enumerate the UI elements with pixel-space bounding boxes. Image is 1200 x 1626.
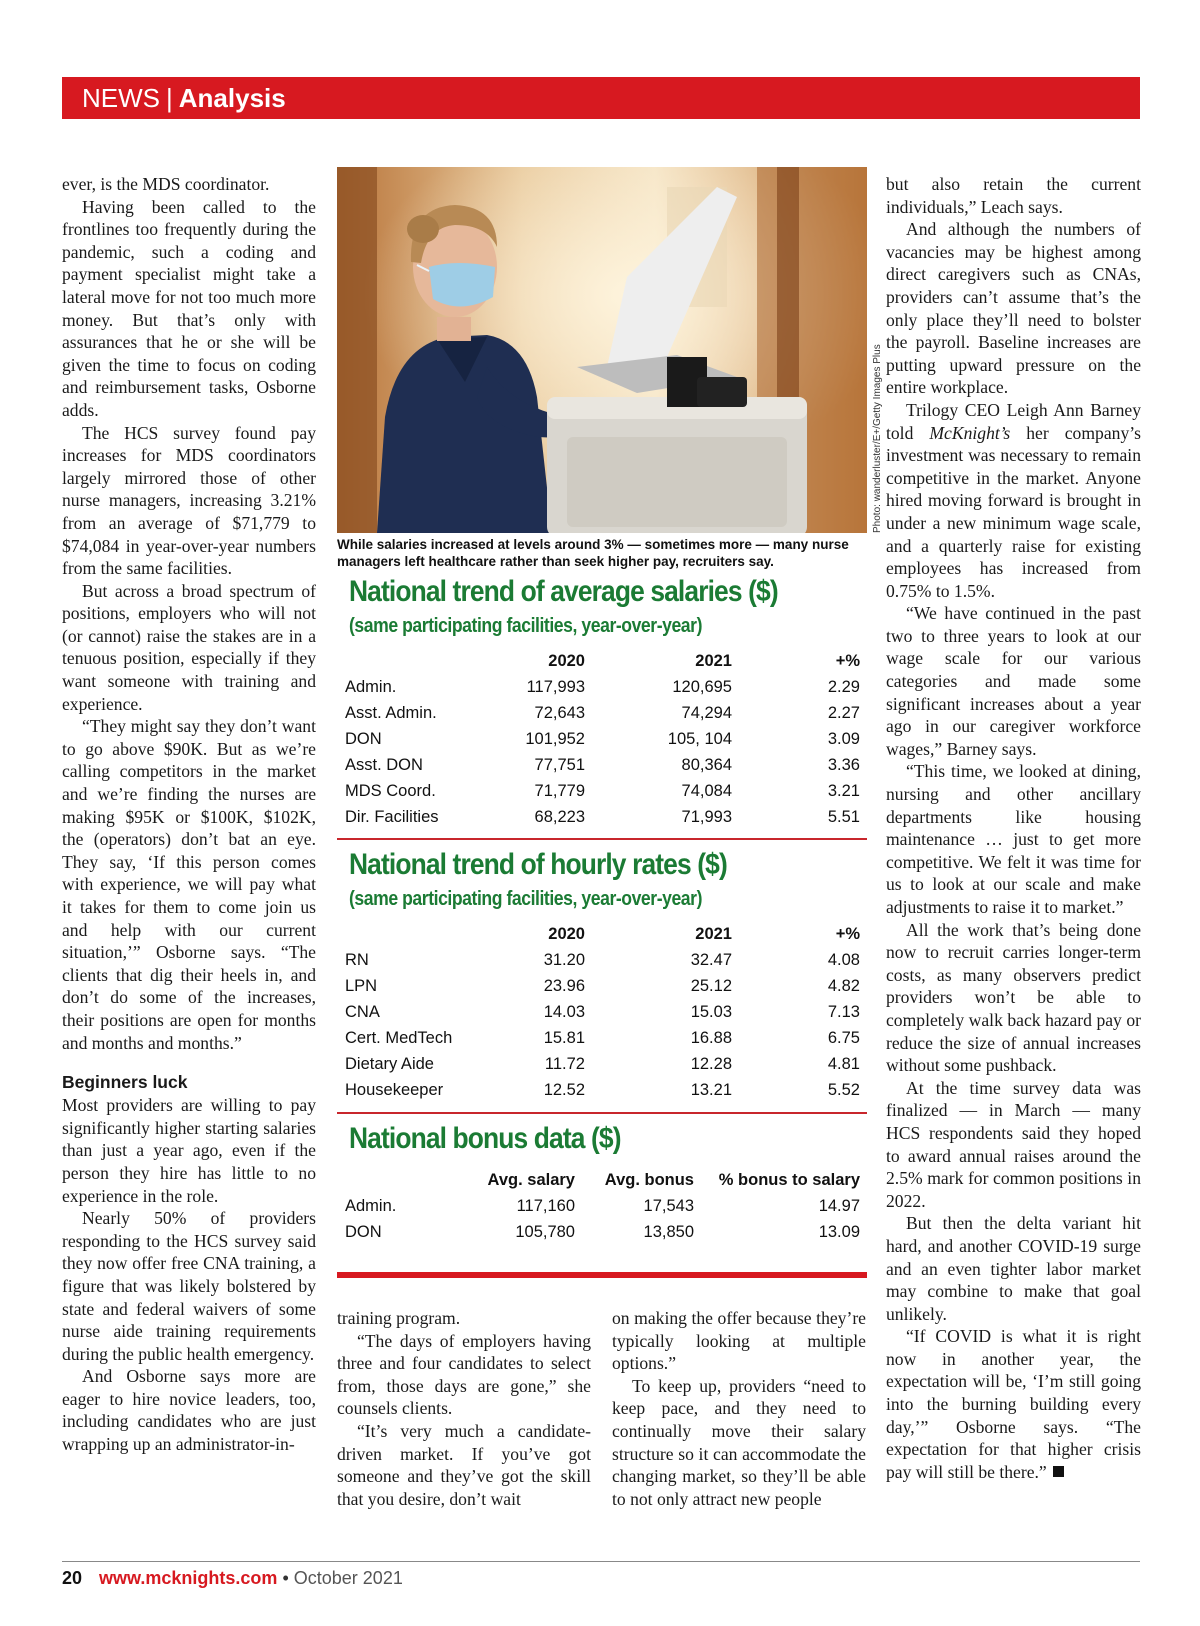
article-column-4 (886, 173, 1141, 1483)
paragraph: But across a broad spectrum of positions, employers who will not (or cannot) raise the stakes are in a tenuous position, especially if they want someone with training and experience. (62, 580, 316, 714)
subsection-label: Analysis (178, 83, 286, 113)
publication-name: McKnight’s (929, 422, 1011, 443)
paragraph: “This time, we looked at dining, nursing and other ancillary departments like housing maintenance … just to get more competitive. We felt it was time for us to look at our scale and make adjustments to raise it to market.” (886, 761, 1141, 917)
table-row (345, 674, 860, 700)
row-label: Housekeeper (345, 1081, 444, 1099)
value-pct-change: 5.51 (827, 808, 860, 826)
row-label: Admin. (345, 678, 397, 696)
table-row (345, 778, 860, 804)
value-pct-change: 3.36 (827, 756, 860, 774)
value-2021: 80,364 (681, 756, 732, 774)
bonus-table (345, 1167, 860, 1245)
table-row (345, 999, 860, 1025)
paragraph: The HCS survey found pay increases for MDS coordinators largely mirrored those of other nurse managers, increasing 3.21% from an average of $71,779 to $74,084 in year-over-year numbers from the same facilities. (62, 422, 316, 579)
article-column-1 (62, 173, 316, 1456)
value-2021: 12.28 (690, 1055, 732, 1073)
column-header: +% (835, 652, 860, 670)
salaries-table-title: National trend of average salaries ($) (349, 575, 778, 608)
value-2021: 25.12 (690, 977, 732, 995)
value-2020: 101,952 (525, 730, 585, 748)
paragraph: Most providers are willing to pay significantly higher starting salaries than just a year ago, even if the person they hire has little to no experience in the role. (62, 1095, 316, 1206)
value-2021: 74,084 (681, 782, 732, 800)
value-2021: 15.03 (690, 1003, 732, 1021)
row-label: DON (345, 1223, 382, 1241)
table-header-row (345, 921, 860, 947)
row-label: Dietary Aide (345, 1055, 434, 1073)
row-label: Cert. MedTech (345, 1029, 453, 1047)
value-pct-change: 4.81 (827, 1055, 860, 1073)
paragraph: To keep up, providers “need to keep pace, and they need to continually move their salary structure so it can accommodate the changing market, so they’ll be able to not only attract new people (612, 1375, 866, 1509)
paragraph: “The days of employers having three and four candidates to select from, those days are gone,” she counsels clients. (337, 1330, 591, 1419)
value-2020: 23.96 (543, 977, 585, 995)
value-avg-bonus: 13,850 (643, 1223, 694, 1241)
table-row (345, 1077, 860, 1103)
value-2020: 77,751 (534, 756, 585, 774)
value-pct-change: 3.21 (827, 782, 860, 800)
paragraph: And although the numbers of vacancies may be highest among direct caregivers such as CNAs, providers can’t assume that’s the only place they’ll need to bolster the payroll. Baseline increases are putting upward pressure on the entire workplace. (886, 219, 1141, 398)
value-pct-change: 5.52 (827, 1081, 860, 1099)
paragraph: “We have continued in the past two to three years to look at our wage scale for our various categories and made some significant increases about a year ago in our caregiver workforce wages,” Barney says. (886, 603, 1141, 759)
row-label: Asst. DON (345, 756, 423, 774)
row-label: DON (345, 730, 382, 748)
hourly-table-title: National trend of hourly rates ($) (349, 848, 727, 881)
tables-end-bar (337, 1272, 867, 1278)
value-2020: 31.20 (543, 951, 585, 969)
value-avg-bonus: 17,543 (643, 1197, 694, 1215)
salaries-table (345, 648, 860, 830)
value-2020: 68,223 (534, 808, 585, 826)
nurse-photo (337, 167, 867, 533)
value-2021: 120,695 (672, 678, 732, 696)
row-label: CNA (345, 1003, 380, 1021)
value-2021: 71,993 (681, 808, 732, 826)
footer-rule (62, 1561, 1140, 1562)
value-2021: 16.88 (690, 1029, 732, 1047)
paragraph: but also retain the current individuals,” Leach says. (886, 174, 1141, 217)
value-2020: 11.72 (544, 1055, 585, 1073)
row-label: LPN (345, 977, 378, 995)
section-separator: | (166, 83, 173, 113)
hourly-table (345, 921, 860, 1103)
end-mark-icon (1053, 1466, 1064, 1477)
paragraph (886, 399, 1141, 602)
value-pct-change: 6.75 (827, 1029, 860, 1047)
paragraph: training program. (337, 1308, 461, 1328)
paragraph-text: “If COVID is what it is right now in another year, the expectation will be, ‘I’m still going into the burning building every day,’” Osborne says. “The expectation for that higher crisis pay will still be there.” (886, 1326, 1141, 1482)
value-2021: 74,294 (681, 704, 732, 722)
paragraph: Having been called to the frontlines too frequently during the pandemic, such a coding and payment specialist might take a lateral move for not too much more money. But that’s only with assurances that he or she will be given the time to focus on coding and reimbursement tasks, Osborne adds. (62, 196, 316, 420)
value-2020: 15.81 (543, 1029, 585, 1047)
paragraph: At the time survey data was finalized — in March — many HCS respondents said they hoped to award annual raises around the 2.5% mark for common positions in 2022. (886, 1077, 1141, 1211)
bonus-table-title: National bonus data ($) (349, 1122, 621, 1155)
row-label: Asst. Admin. (345, 704, 437, 722)
subheading: Beginners luck (62, 1072, 188, 1093)
paragraph: And Osborne says more are eager to hire novice leaders, too, including candidates who are just wrapping up an administrator-in- (62, 1366, 316, 1455)
section-banner (62, 77, 1140, 119)
value-2020: 12.52 (543, 1081, 585, 1099)
row-label: RN (345, 951, 369, 969)
value-avg-salary: 105,780 (515, 1223, 575, 1241)
paragraph: “They might say they don’t want to go above $90K. But as we’re calling competitors in the market and we’re finding the nurses are making $95K or $100K, $102K, the (operators) don’t bat an eye. They say, ‘If this person comes with experience, we will pay what it takes for them to come join us and help with our current situation,’” Osborne says. “The clients that dig their heels in, and don’t do some of the increases, their positions are open for months and months and months.” (62, 716, 316, 1053)
section-label: NEWS (82, 83, 160, 113)
value-pct-change: 4.08 (827, 951, 860, 969)
table-header-row (345, 648, 860, 674)
value-pct-change: 3.09 (827, 730, 860, 748)
value-2020: 72,643 (534, 704, 585, 722)
page-number: 20 (62, 1568, 83, 1588)
value-pct-change: 2.27 (827, 704, 860, 722)
photo-credit (871, 345, 885, 535)
paragraph: All the work that’s being done now to recruit carries longer-term costs, as many observers predict providers won’t be able to completely walk back hazard pay or reduce the size of annual increases without some pushback. (886, 919, 1141, 1076)
row-label: MDS Coord. (345, 782, 436, 800)
column-header: Avg. bonus (604, 1171, 694, 1189)
paragraph: Nearly 50% of providers responding to the HCS survey said they now offer free CNA training, a figure that was likely bolstered by state and federal waivers of some nurse aide training requirements during the public health emergency. (62, 1208, 316, 1364)
table-row (345, 1219, 860, 1245)
value-2020: 14.03 (543, 1003, 585, 1021)
paragraph: But then the delta variant hit hard, and another COVID-19 surge and an even tighter labor market may combine to make that goal unlikely. (886, 1213, 1141, 1324)
table-row (345, 804, 860, 830)
table-divider (337, 838, 867, 840)
value-2021: 105, 104 (667, 730, 732, 748)
value-2021: 13.21 (690, 1081, 732, 1099)
website-link[interactable]: www.mcknights.com (99, 1568, 278, 1588)
issue-date: October 2021 (293, 1568, 403, 1588)
row-label: Dir. Facilities (345, 808, 439, 826)
value-2020: 71,779 (534, 782, 585, 800)
page-footer (62, 1568, 403, 1589)
value-2020: 117,993 (526, 678, 585, 696)
table-row (345, 1193, 860, 1219)
column-header: 2020 (548, 925, 585, 943)
paragraph (886, 1325, 1141, 1483)
column-header: 2021 (695, 652, 732, 670)
value-pct-change: 2.29 (827, 678, 860, 696)
table-row (345, 726, 860, 752)
row-label: Admin. (345, 1197, 397, 1215)
column-header: +% (835, 925, 860, 943)
value-avg-salary: 117,160 (516, 1197, 575, 1215)
article-column-3 (612, 1307, 866, 1510)
value-2021: 32.47 (690, 951, 732, 969)
footer-bullet: • (282, 1568, 289, 1588)
table-row (345, 752, 860, 778)
column-header: Avg. salary (487, 1171, 575, 1189)
table-divider (337, 1112, 867, 1114)
table-header-row (345, 1167, 860, 1193)
paragraph: ever, is the MDS coordinator. (62, 174, 270, 194)
value-pct-change: 7.13 (827, 1003, 860, 1021)
table-row (345, 947, 860, 973)
table-row (345, 700, 860, 726)
paragraph: on making the offer because they’re typically looking at multiple options.” (612, 1308, 866, 1374)
table-row (345, 973, 860, 999)
column-header: 2021 (695, 925, 732, 943)
value-bonus-pct: 13.09 (818, 1223, 860, 1241)
photo-caption: While salaries increased at levels around 3% — sometimes more — many nurse managers left healthcare rather than seek higher pay, recruiters say. (337, 537, 849, 569)
salaries-table-subtitle: (same participating facilities, year-over-year) (349, 615, 702, 637)
hourly-table-subtitle: (same participating facilities, year-over-year) (349, 888, 702, 910)
table-row (345, 1051, 860, 1077)
paragraph: “It’s very much a candidate-driven market. If you’ve got someone and they’ve got the skill that you desire, don’t wait (337, 1420, 591, 1509)
paragraph-text: Trilogy CEO Leigh Ann Barney told (886, 399, 1141, 443)
paragraph-text: her company’s investment was necessary to remain competitive in the market. Anyone hired moving forward is brought in under a new minimum wage scale, and a quarterly raise for existing employees has increased from 0.75% to 1.5%. (886, 422, 1141, 601)
photo-credit-text: Photo: wanderluster/E+/Getty Images Plus (872, 344, 883, 533)
value-pct-change: 4.82 (827, 977, 860, 995)
column-header: 2020 (548, 652, 585, 670)
article-column-2 (337, 1307, 591, 1510)
column-header: % bonus to salary (718, 1171, 860, 1189)
table-row (345, 1025, 860, 1051)
value-bonus-pct: 14.97 (818, 1197, 860, 1215)
